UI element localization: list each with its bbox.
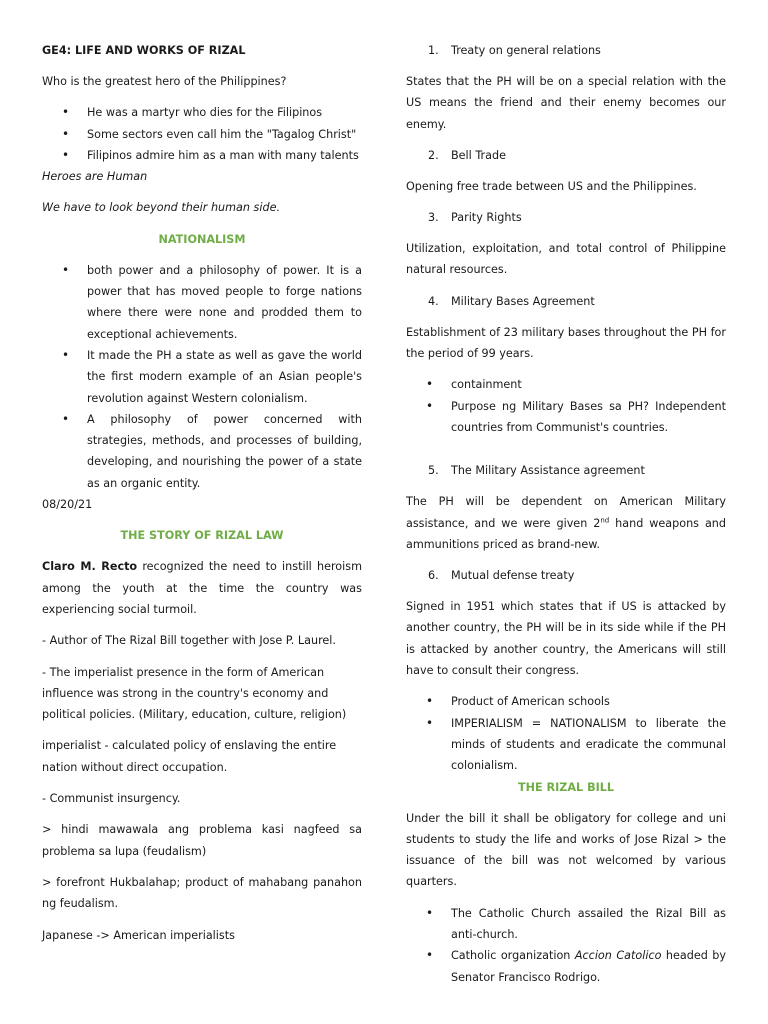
item-number: 3.	[428, 211, 439, 225]
hero-bullet-list	[42, 102, 362, 166]
item-number: 2.	[428, 148, 439, 162]
nationalism-heading: NATIONALISM	[158, 232, 246, 246]
treaty-item-1-text: States that the PH will be on a special relation with the US means the friend and their enemy becomes our enemy.	[406, 75, 726, 131]
list-item: • IMPERIALISM = NATIONALISM to liberate the minds of students and eradicate the communal colonialism.	[406, 713, 726, 777]
author-line: - Author of The Rizal Bill together with Jose P. Laurel.	[42, 634, 336, 648]
defense-bullet-list	[406, 691, 726, 776]
accion-text-b: headed by Senator Francisco Rodrigo.	[451, 949, 727, 984]
right-column	[406, 40, 726, 988]
list-item: • A philosophy of power concerned with strategies, methods, and processes of building, developing, and nourishing the power of a state as an organic entity.	[42, 409, 362, 494]
list-item: • He was a martyr who dies for the Filipinos	[42, 102, 362, 123]
item-number: 5.	[428, 464, 439, 478]
left-column	[42, 40, 362, 946]
look-beyond-line: We have to look beyond their human side.	[42, 201, 281, 215]
accion-text-a: Catholic organization	[451, 949, 575, 963]
list-item	[406, 945, 726, 988]
treaty-item-4	[406, 291, 726, 312]
treaty-item-2-text: Opening free trade between US and the Philippines.	[406, 179, 697, 193]
item-5-text-a: The PH will be dependent on American Military assistance, and we were given 2	[406, 495, 726, 530]
list-item: • containment	[406, 374, 726, 395]
treaty-item-3-text: Utilization, exploitation, and total control of Philippine natural resources.	[406, 242, 726, 277]
hindi-line: > hindi mawawala ang problema kasi nagfeed sa problema sa lupa (feudalism)	[42, 823, 362, 858]
treaty-item-3	[406, 207, 726, 228]
date-line: 08/20/21	[42, 498, 93, 512]
list-item: • Some sectors even call him the "Tagalog Christ"	[42, 124, 362, 145]
imperialist-presence-paragraph: - The imperialist presence in the form of American influence was strong in the country's economy and political policies. (Military, education, culture, religion)	[42, 665, 347, 722]
treaty-item-5-text	[406, 491, 726, 555]
japanese-line: Japanese -> American imperialists	[42, 928, 235, 942]
bases-bullet-list	[406, 374, 726, 438]
item-number: 6.	[428, 569, 439, 583]
accion-catolico: Accion Catolico	[574, 949, 662, 963]
treaty-item-6-text: Signed in 1951 which states that if US is attacked by another country, the PH will be in its side while if the PH is attacked by another country, the Americans will still have to consult their congress.	[406, 600, 726, 678]
item-label: The Military Assistance agreement	[451, 464, 645, 478]
item-number: 1.	[428, 44, 439, 57]
treaty-item-6	[406, 565, 726, 586]
item-number: 4.	[428, 294, 439, 308]
list-item: • both power and a philosophy of power. It is a power that has moved people to forge nations where there were none and prodded them to exceptional achievements.	[42, 260, 362, 345]
communist-line: - Communist insurgency.	[42, 792, 181, 806]
hero-question: Who is the greatest hero of the Philippines?	[42, 75, 287, 88]
treaty-item-5	[406, 460, 726, 481]
imperialist-definition: imperialist - calculated policy of enslaving the entire nation without direct occupation.	[42, 739, 337, 774]
list-item: • Product of American schools	[406, 691, 726, 712]
treaty-item-4-text: Establishment of 23 military bases throughout the PH for the period of 99 years.	[406, 325, 726, 361]
treaty-item-2	[406, 145, 726, 166]
list-item: • Purpose ng Military Bases sa PH? Independent countries from Communist's countries.	[406, 396, 726, 439]
rizal-bill-heading: THE RIZAL BILL	[517, 780, 615, 794]
list-item: • The Catholic Church assailed the Rizal Bill as anti-church.	[406, 903, 726, 946]
story-heading: THE STORY OF RIZAL LAW	[120, 529, 284, 543]
forefront-line: > forefront Hukbalahap; product of mahabang panahon ng feudalism.	[42, 875, 362, 911]
recto-name: Claro M. Recto	[42, 560, 138, 574]
item-label: Mutual defense treaty	[451, 569, 575, 583]
recto-text: recognized the need to instill heroism among the youth at the time the country was experiencing social turmoil.	[42, 560, 362, 616]
item-5-text-b: hand weapons and ammunitions priced as brand-new.	[406, 516, 726, 551]
item-label: Parity Rights	[451, 211, 522, 225]
heroes-human-line: Heroes are Human	[42, 170, 148, 184]
recto-paragraph	[42, 556, 362, 620]
item-label: Bell Trade	[451, 148, 506, 162]
list-item: • It made the PH a state as well as gave the world the first modern example of an Asian people's revolution against Western colonialism.	[42, 345, 362, 409]
treaty-item-1	[406, 40, 726, 61]
rizal-bill-paragraph: Under the bill it shall be obligatory for college and uni students to study the life and works of Jose Rizal > the issuance of the bill was not welcomed by various quarters.	[406, 811, 726, 889]
list-item: • Filipinos admire him as a man with many talents	[42, 145, 362, 166]
rizal-bill-bullet-list	[406, 903, 726, 988]
ordinal-suffix: nd	[600, 515, 610, 524]
nationalism-bullet-list	[42, 260, 362, 494]
item-label: Military Bases Agreement	[451, 294, 595, 308]
item-label: Treaty on general relations	[451, 44, 601, 57]
document-title: GE4: LIFE AND WORKS OF RIZAL	[42, 44, 246, 57]
